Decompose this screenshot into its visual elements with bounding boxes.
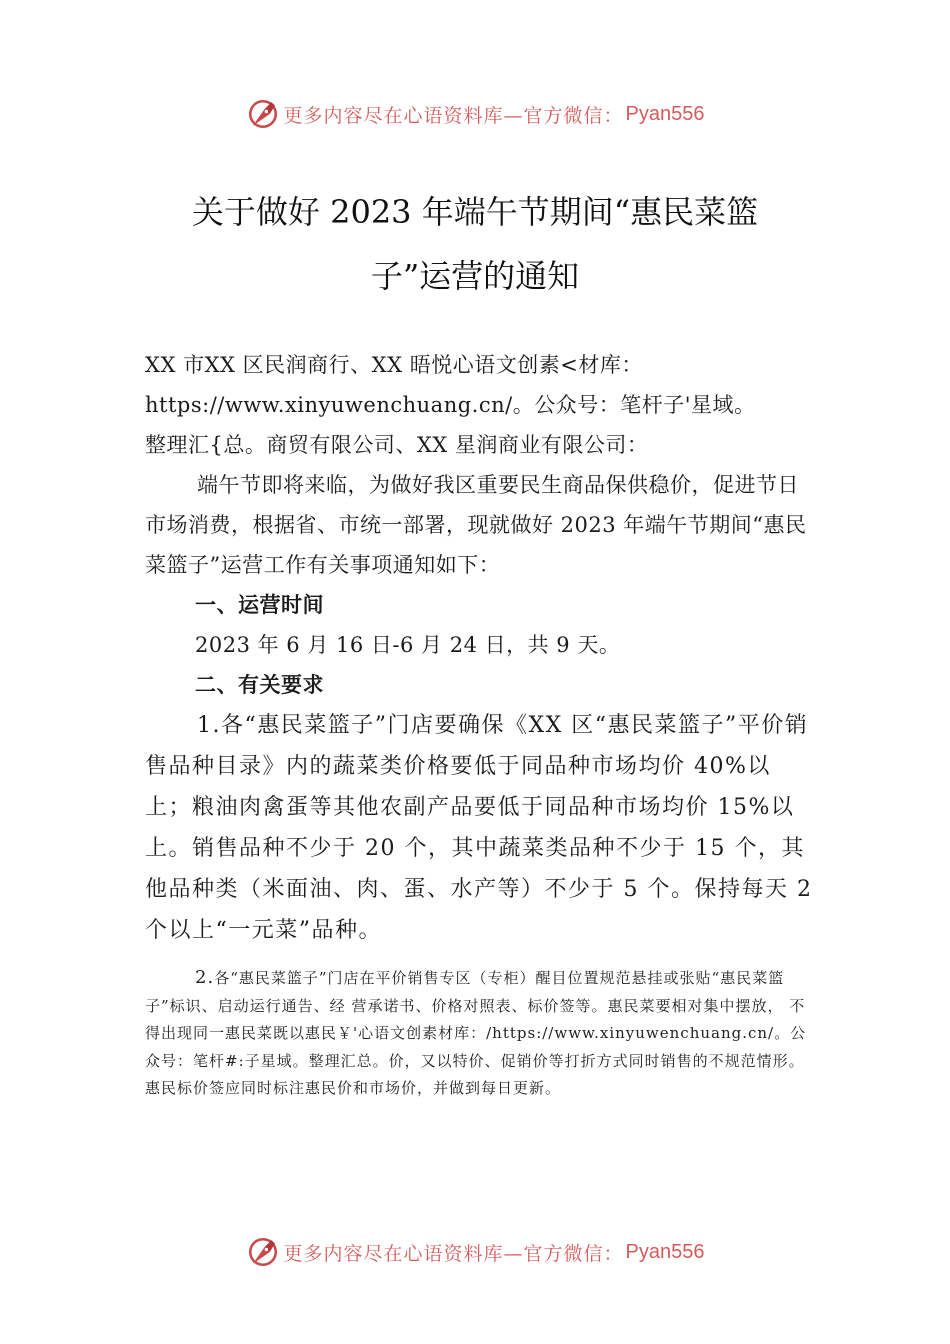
addressee-line-3: 整理汇{总。商贸有限公司、XX 星润商业有限公司： bbox=[145, 433, 649, 457]
document-title bbox=[120, 180, 830, 308]
requirement-2-number: 2. bbox=[195, 967, 215, 988]
title-line-2: 子”运营的通知 bbox=[370, 257, 580, 295]
requirement-1: 1.各“惠民菜篮子”门店要确保《XX 区“惠民菜篮子”平价销售品种目录》内的蔬菜类价格要低于同品种市场均价 40%以上；粮油肉禽蛋等其他农副产品要低于同品种市场均价 15%以上。销售品种不少于 20 个，其中蔬菜类品种不少于 15 个，其他品种类（米面油、肉、蛋、水产等）不少于 5 个。保持每天 2 个以上“一元菜”品种。 bbox=[145, 713, 813, 943]
section-1-text: 2023 年 6 月 16 日-6 月 24 日，共 9 天。 bbox=[195, 633, 621, 657]
section-1-heading: 一、运营时间 bbox=[195, 593, 324, 617]
header-banner bbox=[0, 92, 950, 136]
pen-nib-logo-icon bbox=[246, 1235, 280, 1269]
requirement-2-text: 各“惠民菜篮子”门店在平价销售专区（专柜）醒目位置规范悬挂或张贴“惠民菜篮子”标识、启动运行通告、经 营承诺书、价格对照表、标价签等。惠民菜要相对集中摆放， 不得出现同一惠民菜既以惠民￥'心语文创素材库：/https://www.xinyuwenchuang.cn/。公众号：笔杆#:子星域。整理汇总。价，又以特价、促销价等打折方式同时销售的不规范情形。惠民标价签应同时标注惠民价和市场价，并做到每日更新。 bbox=[145, 969, 807, 1097]
footer-banner bbox=[0, 1230, 950, 1274]
banner-handle: Pyan556 bbox=[625, 1240, 705, 1263]
banner-text: 更多内容尽在心语资料库—官方微信： bbox=[283, 1242, 624, 1265]
intro-paragraph: 端午节即将来临，为做好我区重要民生商品保供稳价，促进节日市场消费，根据省、市统一部署，现就做好 2023 年端午节期间“惠民菜篮子”运营工作有关事项通知如下： bbox=[145, 473, 807, 577]
document-body bbox=[145, 345, 815, 951]
banner-text: 更多内容尽在心语资料库—官方微信： bbox=[283, 104, 624, 127]
section-2-heading: 二、有关要求 bbox=[195, 673, 324, 697]
requirement-2 bbox=[145, 964, 813, 1103]
title-line-1: 关于做好 2023 年端午节期间“惠民菜篮 bbox=[191, 193, 759, 231]
pen-nib-logo-icon bbox=[246, 97, 280, 131]
banner-handle: Pyan556 bbox=[625, 102, 705, 125]
addressee-line-2: https://www.xinyuwenchuang.cn/。公众号：笔杆子'星域。 bbox=[145, 393, 756, 417]
addressee-line-1: XX 市XX 区民润商行、XX 晤悦心语文创素<材库： bbox=[145, 353, 643, 377]
